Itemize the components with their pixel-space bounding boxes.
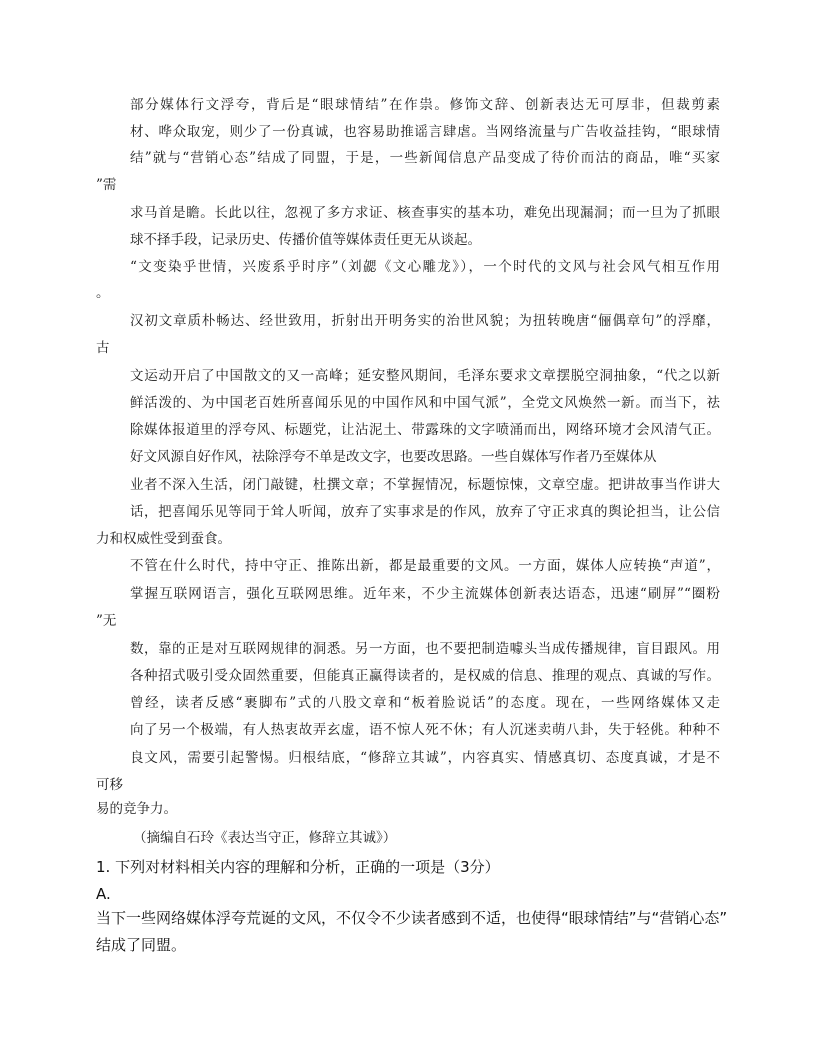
passage-source: （摘编自石玲《表达当守正，修辞立其诚》） (133, 830, 397, 846)
passage-line: 。 (96, 285, 110, 301)
passage-line: 各种招式吸引受众固然重要，但能真正赢得读者的，是权威的信息、推理的观点、真诚的写作。 (130, 668, 720, 684)
option-a-label: A. (96, 885, 111, 903)
passage-line: 文运动开启了中国散文的又一高峰；延安整风期间，毛泽东要求文章摆脱空洞抽象，“代之以新 (130, 368, 720, 384)
passage-line: ”需 (96, 177, 117, 193)
passage-line: 掌握互联网语言，强化互联网思维。近年来，不少主流媒体创新表达语态，迅速“刷屏”“圈粉 (130, 586, 720, 602)
passage-line: 鲜活泼的、为中国老百姓所喜闻乐见的中国作风和中国气派”，全党文风焕然一新。而当下，祛 (130, 395, 720, 411)
passage-line: 好文风源自好作风，祛除浮夸不单是改文字，也要改思路。一些自媒体写作者乃至媒体从 (130, 449, 657, 465)
passage-line: 部分媒体行文浮夸，背后是“眼球情结”在作祟。修饰文辞、创新表达无可厚非，但裁剪素 (130, 97, 720, 113)
passage-line: ”无 (96, 613, 117, 629)
passage-line: 不管在什么时代，持中守正、推陈出新，都是最重要的文风。一方面，媒体人应转换“声道”， (130, 558, 720, 574)
passage-line: “文变染乎世情，兴废系乎时序”（刘勰《文心雕龙》），一个时代的文风与社会风气相互作用 (130, 259, 720, 275)
passage-line: 结”就与“营销心态”结成了同盟，于是，一些新闻信息产品变成了待价而沽的商品，唯“买家 (130, 150, 720, 166)
passage-line: 向了另一个极端，有人热衷故弄玄虚，语不惊人死不休；有人沉迷卖萌八卦，失于轻佻。种种不 (130, 722, 720, 738)
passage-line: 业者不深入生活，闭门敲键，杜撰文章；不掌握情况，标题惊悚，文章空虚。把讲故事当作讲大 (130, 477, 720, 493)
passage-line: 汉初文章质朴畅达、经世致用，折射出开明务实的治世风貌；为扭转晚唐“俪偶章句”的浮靡， (130, 313, 720, 329)
passage-line: 材、哗众取宠，则少了一份真诚，也容易助推谣言肆虐。当网络流量与广告收益挂钩，“眼球情 (130, 124, 720, 140)
passage-line: 求马首是瞻。长此以往，忽视了多方求证、核查事实的基本功，难免出现漏洞；而一旦为了抓眼 (130, 205, 720, 221)
option-a-line: 当下一些网络媒体浮夸荒诞的文风，不仅令不少读者感到不适，也使得“眼球情结”与“营销心态” (96, 909, 728, 927)
passage-line: 话，把喜闻乐见等同于耸人听闻，放弃了实事求是的作风，放弃了守正求真的舆论担当，让公信 (130, 504, 720, 520)
passage-line: 数，靠的正是对互联网规律的洞悉。另一方面，也不要把制造噱头当成传播规律，盲目跟风。用 (130, 641, 720, 657)
passage-line: 可移 (96, 777, 123, 793)
passage-line: 球不择手段，记录历史、传播价值等媒体责任更无从谈起。 (130, 232, 481, 248)
question-stem: 1. 下列对材料相关内容的理解和分析，正确的一项是（3分） (96, 858, 500, 876)
passage-line: 曾经，读者反感“裹脚布”式的八股文章和“板着脸说话”的态度。现在，一些网络媒体又走 (130, 695, 720, 711)
option-a-line: 结成了同盟。 (96, 936, 187, 954)
passage-line: 易的竞争力。 (96, 801, 177, 817)
passage-line: 除媒体报道里的浮夸风、标题党，让沾泥土、带露珠的文字喷涌而出，网络环境才会风清气正。 (130, 422, 720, 438)
passage-line: 良文风，需要引起警惕。归根结底，“修辞立其诚”，内容真实、情感真切、态度真诚，才是不 (130, 750, 720, 766)
passage-line: 力和权威性受到蚕食。 (96, 531, 231, 547)
passage-line: 古 (96, 340, 110, 356)
